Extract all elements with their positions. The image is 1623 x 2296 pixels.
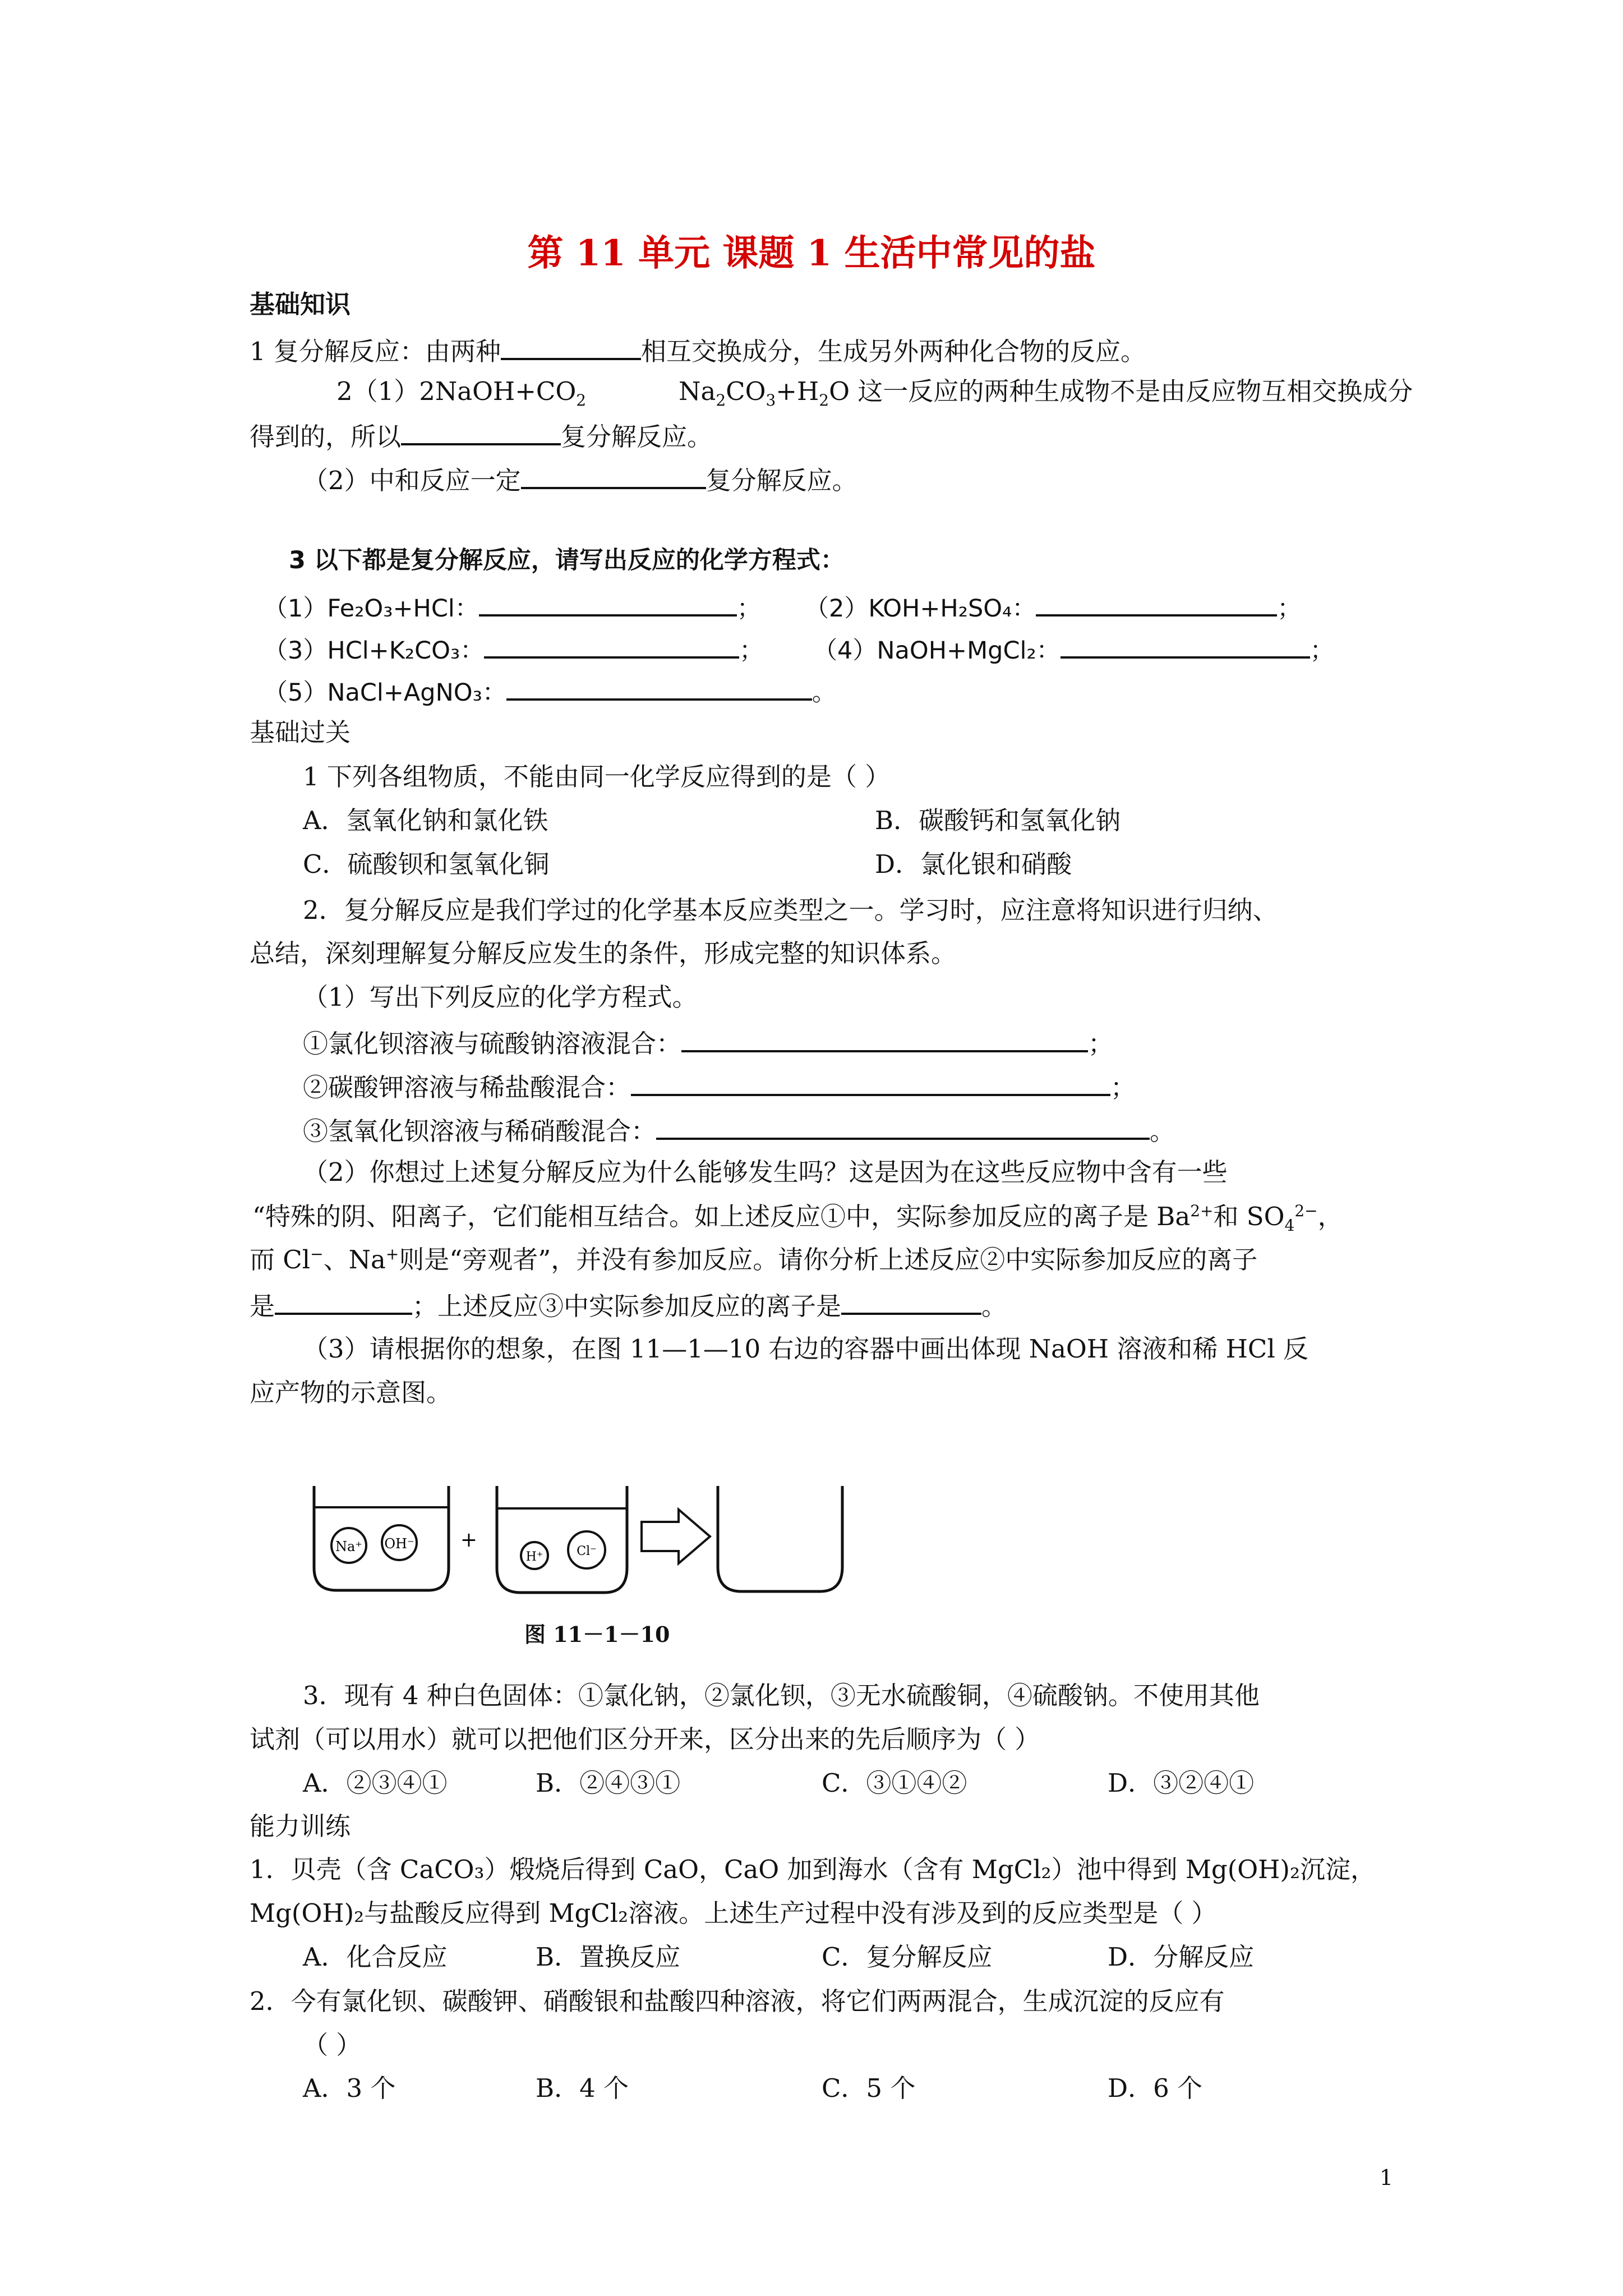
pass-q1: 1 下列各组物质，不能由同一化学反应得到的是（ ）	[303, 762, 891, 792]
pass-q2-3-line1: （3）请根据你的想象，在图 11—1—10 右边的容器中画出体现 NaOH 溶液和稀 HCl 反	[303, 1334, 1309, 1364]
pass-q2-2-line2: “特殊的阴、阳离子，它们能相互结合。如上述反应①中，实际参加反应的离子是 $Ba^{2+}$和 $SO_4^{2-}$，	[252, 1202, 1343, 1235]
answer-blank[interactable]	[479, 592, 737, 616]
ability-q1-option-d: D．分解反应	[1108, 1942, 1255, 1972]
pass-q3-option-a: A．②③④①	[303, 1768, 448, 1798]
pass-q2-2-line4: 是 ；上述反应③中实际参加反应的离子是 。	[250, 1291, 1007, 1321]
pass-q3-option-c: C．③①④②	[822, 1768, 967, 1798]
ion-cl-label: Cl⁻	[577, 1544, 597, 1558]
pass-q3-option-d: D．③②④①	[1108, 1768, 1255, 1798]
page-title: 第 11 单元 课题 1 生活中常见的盐	[527, 232, 1096, 274]
ability-q1-line2: Mg(OH)₂与盐酸反应得到 MgCl₂溶液。上述生产过程中没有涉及到的反应类型是（ ）	[250, 1898, 1217, 1928]
right-arrow-icon	[642, 1510, 710, 1563]
page-number: 1	[1379, 2165, 1393, 2190]
answer-blank[interactable]	[401, 421, 561, 445]
answer-blank[interactable]	[1061, 634, 1310, 659]
ability-q2-option-c: C．5 个	[822, 2073, 916, 2103]
pass-q2-line2: 总结，深刻理解复分解反应发生的条件，形成完整的知识体系。	[250, 938, 957, 968]
answer-blank[interactable]	[841, 1290, 981, 1315]
ability-q2-line1: 2．今有氯化钡、碳酸钾、硝酸银和盐酸四种溶液，将它们两两混合，生成沉淀的反应有	[250, 1986, 1225, 2016]
ability-q2-option-b: B．4 个	[536, 2073, 629, 2103]
section-heading-ability: 能力训练	[250, 1811, 351, 1841]
ability-q2-option-a: A．3 个	[303, 2073, 396, 2103]
pass-q1-option-b: B．碳酸钙和氢氧化钠	[875, 806, 1121, 835]
beaker-hcl	[497, 1486, 627, 1593]
basic-q3-3: （3）HCl+K₂CO₃： ；	[264, 634, 763, 663]
basic-q3-4: （4）NaOH+MgCl₂： ；	[813, 634, 1334, 663]
pass-q1-option-a: A．氢氧化钠和氯化铁	[303, 806, 548, 835]
section-heading-basic: 基础知识	[250, 289, 351, 319]
plus-sign: +	[460, 1529, 478, 1552]
pass-q2-1b: ②碳酸钾溶液与稀盐酸混合： ；	[303, 1073, 1136, 1102]
basic-q1: 1 复分解反应：由两种 相互交换成分，生成另外两种化合物的反应。	[250, 337, 1146, 366]
basic-q3-2: （2）KOH+H₂SO₄： ；	[805, 592, 1301, 621]
answer-blank[interactable]	[656, 1115, 1150, 1140]
beaker-empty[interactable]	[718, 1486, 842, 1591]
answer-blank[interactable]	[521, 464, 706, 489]
ability-q2-option-d: D．6 个	[1108, 2073, 1203, 2103]
ion-oh-label: OH⁻	[384, 1536, 414, 1552]
ion-na-label: Na⁺	[335, 1539, 362, 1554]
basic-q2-2: （2）中和反应一定 复分解反应。	[303, 466, 857, 495]
section-heading-pass: 基础过关	[250, 717, 351, 747]
pass-q2-2-line1: （2）你想过上述复分解反应为什么能够发生吗？这是因为在这些反应物中含有一些	[303, 1157, 1228, 1187]
basic-q3-1: （1）Fe₂O₃+HCl： ；	[264, 592, 761, 621]
answer-blank[interactable]	[484, 634, 739, 659]
answer-blank[interactable]	[506, 676, 812, 701]
basic-q2-line1: $2(1)2NaOH+CO_2$ $Na_2CO_3+H_2O$ 这一反应的两种生成物不是由反应物互相交换成分	[336, 376, 1413, 409]
pass-q2-3-line2: 应产物的示意图。	[250, 1378, 452, 1407]
pass-q2-2-line3: 而 Cl−、Na+则是“旁观者”，并没有参加反应。请你分析上述反应②中实际参加反应的离子	[250, 1245, 1258, 1274]
ability-q1-option-b: B．置换反应	[536, 1942, 681, 1972]
ion-h-label: H⁺	[525, 1550, 543, 1564]
answer-blank[interactable]	[631, 1071, 1110, 1096]
answer-blank[interactable]	[681, 1028, 1088, 1052]
pass-q3-line2: 试剂（可以用水）就可以把他们区分开来，区分出来的先后顺序为（ ）	[250, 1724, 1040, 1754]
pass-q2-line1: 2．复分解反应是我们学过的化学基本反应类型之一。学习时，应注意将知识进行归纳、	[303, 895, 1278, 925]
pass-q3-line1: 3．现有 4 种白色固体：①氯化钠，②氯化钡，③无水硫酸铜，④硫酸钠。不使用其他	[303, 1681, 1260, 1710]
pass-q1-option-c: C．硫酸钡和氢氧化铜	[303, 849, 550, 879]
ability-q1-line1: 1．贝壳（含 CaCO₃）煅烧后得到 CaO，CaO 加到海水（含有 MgCl₂）池中得到 Mg(OH)₂沉淀，	[250, 1855, 1376, 1884]
answer-blank[interactable]	[275, 1290, 412, 1315]
pass-q1-option-d: D．氯化银和硝酸	[875, 849, 1072, 879]
pass-q2-1c: ③氢氧化钡溶液与稀硝酸混合： 。	[303, 1116, 1175, 1146]
figure-caption: 图 11－1－10	[524, 1622, 670, 1647]
pass-q2-1a: ①氯化钡溶液与硫酸钠溶液混合： ；	[303, 1029, 1114, 1059]
pass-q2-1: （1）写出下列反应的化学方程式。	[303, 982, 698, 1012]
ability-q1-option-c: C．复分解反应	[822, 1942, 993, 1972]
ability-q2-line2: （ ）	[303, 2030, 362, 2060]
answer-blank[interactable]	[1036, 592, 1277, 616]
beaker-naoh	[314, 1486, 449, 1590]
answer-blank[interactable]	[501, 335, 641, 360]
ability-q1-option-a: A．化合反应	[303, 1942, 448, 1972]
basic-q3-intro: 3 以下都是复分解反应，请写出反应的化学方程式：	[289, 546, 845, 574]
basic-q3-5: （5）NaCl+AgNO₃： 。	[264, 676, 836, 705]
basic-q2-line2: 得到的，所以 复分解反应。	[250, 422, 713, 452]
pass-q3-option-b: B．②④③①	[536, 1768, 681, 1798]
